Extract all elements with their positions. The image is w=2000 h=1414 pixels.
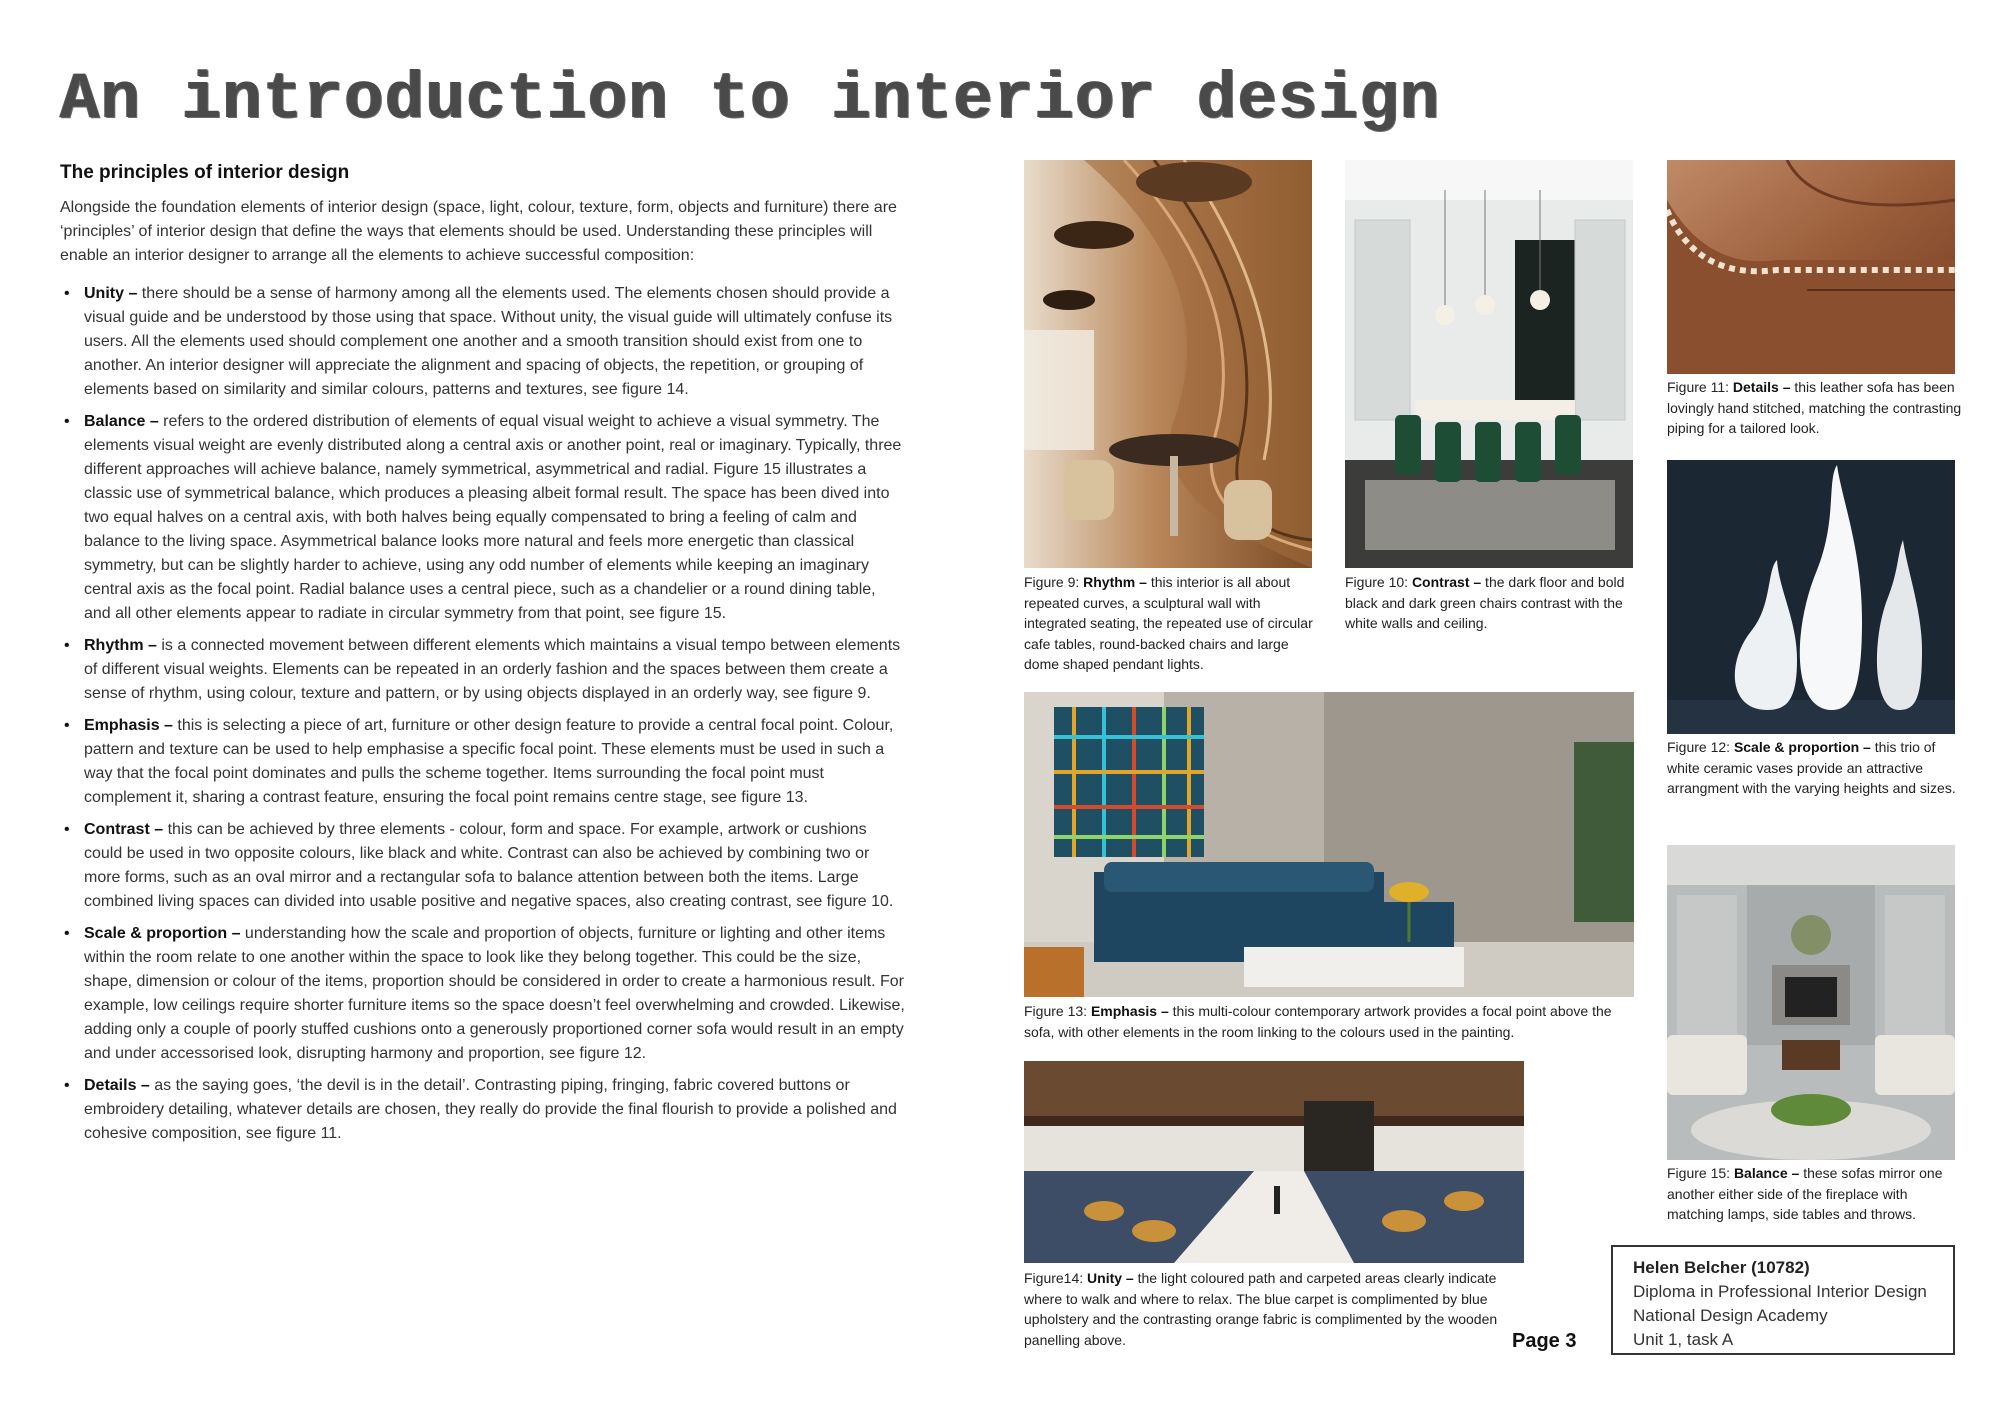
- principle-scale-proportion: • Scale & proportion – understanding how the scale and proportion of objects, furniture or lighting and other items within the room relate to one another within the space to look like they belong together. This could be the size, shape, dimension or colour of the items, proportion should be considered in order to create a harmonious result. For example, low ceilings require shorter furniture items so the space doesn’t feel overwhelming and crowded. Likewise, adding only a couple of poorly stuffed cushions onto a generously proportioned corner sofa would result in an empty and under accessorised look, disrupting harmony and proportion, see figure 12.: [84, 922, 905, 1066]
- figure-14-image: [1024, 1061, 1524, 1263]
- course-name: Diploma in Professional Interior Design: [1633, 1282, 1927, 1301]
- principle-balance: • Balance – refers to the ordered distribution of elements of equal visual weight to achieve a visual symmetry. The elements visual weight are evenly distributed along a central axis or another point, real or imaginary. Typically, three different approaches will achieve balance, namely symmetrical, asymmetrical and radial. Figure 15 illustrates a classic use of symmetrical balance, which produces a pleasing albeit formal result. The space has been dived into two equal halves on a central axis, with both halves being equally compensated to bring a feeling of calm and balance to the living space. Asymmetrical balance looks more natural and feels more energetic than classical symmetry, but can be slightly harder to achieve, using any odd number of elements while keeping an imaginary central axis as the focal point. Radial balance uses a central piece, such as a chandelier or a round dining table, and all other elements appear to radiate in circular symmetry from that point, see figure 15.: [84, 410, 905, 626]
- intro-paragraph: Alongside the foundation elements of interior design (space, light, colour, texture, form, objects and furniture) there are ‘principles’ of interior design that define the ways that elements should be used. Understanding these principles will enable an interior designer to arrange all the elements to achieve successful composition:: [60, 199, 897, 264]
- author-name: Helen Belcher (10782): [1633, 1258, 1810, 1277]
- figure-10-image: [1345, 160, 1633, 568]
- figure-12-caption: Figure 12: Scale & proportion – this trio of white ceramic vases provide an attractive arrangment with the varying heights and sizes.: [1667, 739, 1956, 796]
- page-number: Page 3: [1512, 1330, 1577, 1352]
- figure-11-image: [1667, 160, 1955, 374]
- principle-details: • Details – as the saying goes, ‘the devil is in the detail’. Contrasting piping, fringing, fabric covered buttons or embroidery detailing, whatever details are chosen, they really do provide the final flourish to provide a polished and cohesive composition, see figure 11.: [84, 1074, 905, 1146]
- principle-rhythm: • Rhythm – is a connected movement between different elements which maintains a visual tempo between elements of different visual weights. Elements can be repeated in an orderly fashion and the spaces between them create a sense of rhythm, using colour, texture and pattern, or by using objects displayed in an orderly way, see figure 9.: [84, 634, 905, 706]
- figure-10-caption: Figure 10: Contrast – the dark floor and bold black and dark green chairs contrast with the white walls and ceiling.: [1345, 574, 1625, 631]
- figure-11-caption: Figure 11: Details – this leather sofa has been lovingly hand stitched, matching the contrasting piping for a tailored look.: [1667, 379, 1962, 436]
- figure-14-caption: Figure14: Unity – the light coloured path and carpeted areas clearly indicate where to walk and where to relax. The blue carpet is complimented by blue upholstery and the contrasting orange fabric is complimented by the wooden panelling above.: [1024, 1270, 1498, 1348]
- section-heading: The principles of interior design: [60, 162, 350, 183]
- page-title: An introduction to interior design: [60, 62, 1441, 137]
- figure-9-image: [1024, 160, 1312, 568]
- figure-15-image: [1667, 845, 1955, 1160]
- principle-unity: • Unity – there should be a sense of harmony among all the elements used. The elements chosen should provide a visual guide and be understood by those using that space. Without unity, the visual guide will ultimately confuse its users. All the elements used should complement one another and a smooth transition should exist from one to another. An interior designer will appreciate the alignment and spacing of objects, the repetition, or grouping of elements based on similarity and similar colours, patterns and textures, see figure 14.: [84, 282, 905, 402]
- figure-13-image: [1024, 692, 1634, 997]
- principle-emphasis: • Emphasis – this is selecting a piece of art, furniture or other design feature to provide a central focal point. Colour, pattern and texture can be used to help emphasise a specific focal point. These elements must be used in such a way that the focal point dominates and pulls the scheme together. Items surrounding the focal point must complement it, sharing a contrast feature, ensuring the focal point remains centre stage, see figure 13.: [84, 714, 905, 810]
- principles-section: [60, 162, 905, 1154]
- unit-task: Unit 1, task A: [1633, 1330, 1734, 1349]
- author-box: [1611, 1245, 1955, 1355]
- principle-contrast: • Contrast – this can be achieved by three elements - colour, form and space. For example, artwork or cushions could be used in two opposite colours, like black and white. Contrast can also be achieved by combining two or more forms, such as an oval mirror and a rectangular sofa to balance attention between both the items. Large combined living spaces can divided into usable positive and negative spaces, also creating contrast, see figure 10.: [84, 818, 905, 914]
- academy-name: National Design Academy: [1633, 1306, 1828, 1325]
- figure-9-caption: Figure 9: Rhythm – this interior is all about repeated curves, a sculptural wall with integrated seating, the repeated use of circular cafe tables, round-backed chairs and large dome shaped pendant lights.: [1024, 574, 1313, 672]
- figure-12-image: [1667, 460, 1955, 734]
- principles-list: [60, 282, 905, 1146]
- figure-13-caption: Figure 13: Emphasis – this multi-colour contemporary artwork provides a focal point above the sofa, with other elements in the room linking to the colours used in the painting.: [1024, 1003, 1612, 1040]
- figure-15-caption: Figure 15: Balance – these sofas mirror one another either side of the fireplace with matching lamps, side tables and throws.: [1667, 1165, 1943, 1222]
